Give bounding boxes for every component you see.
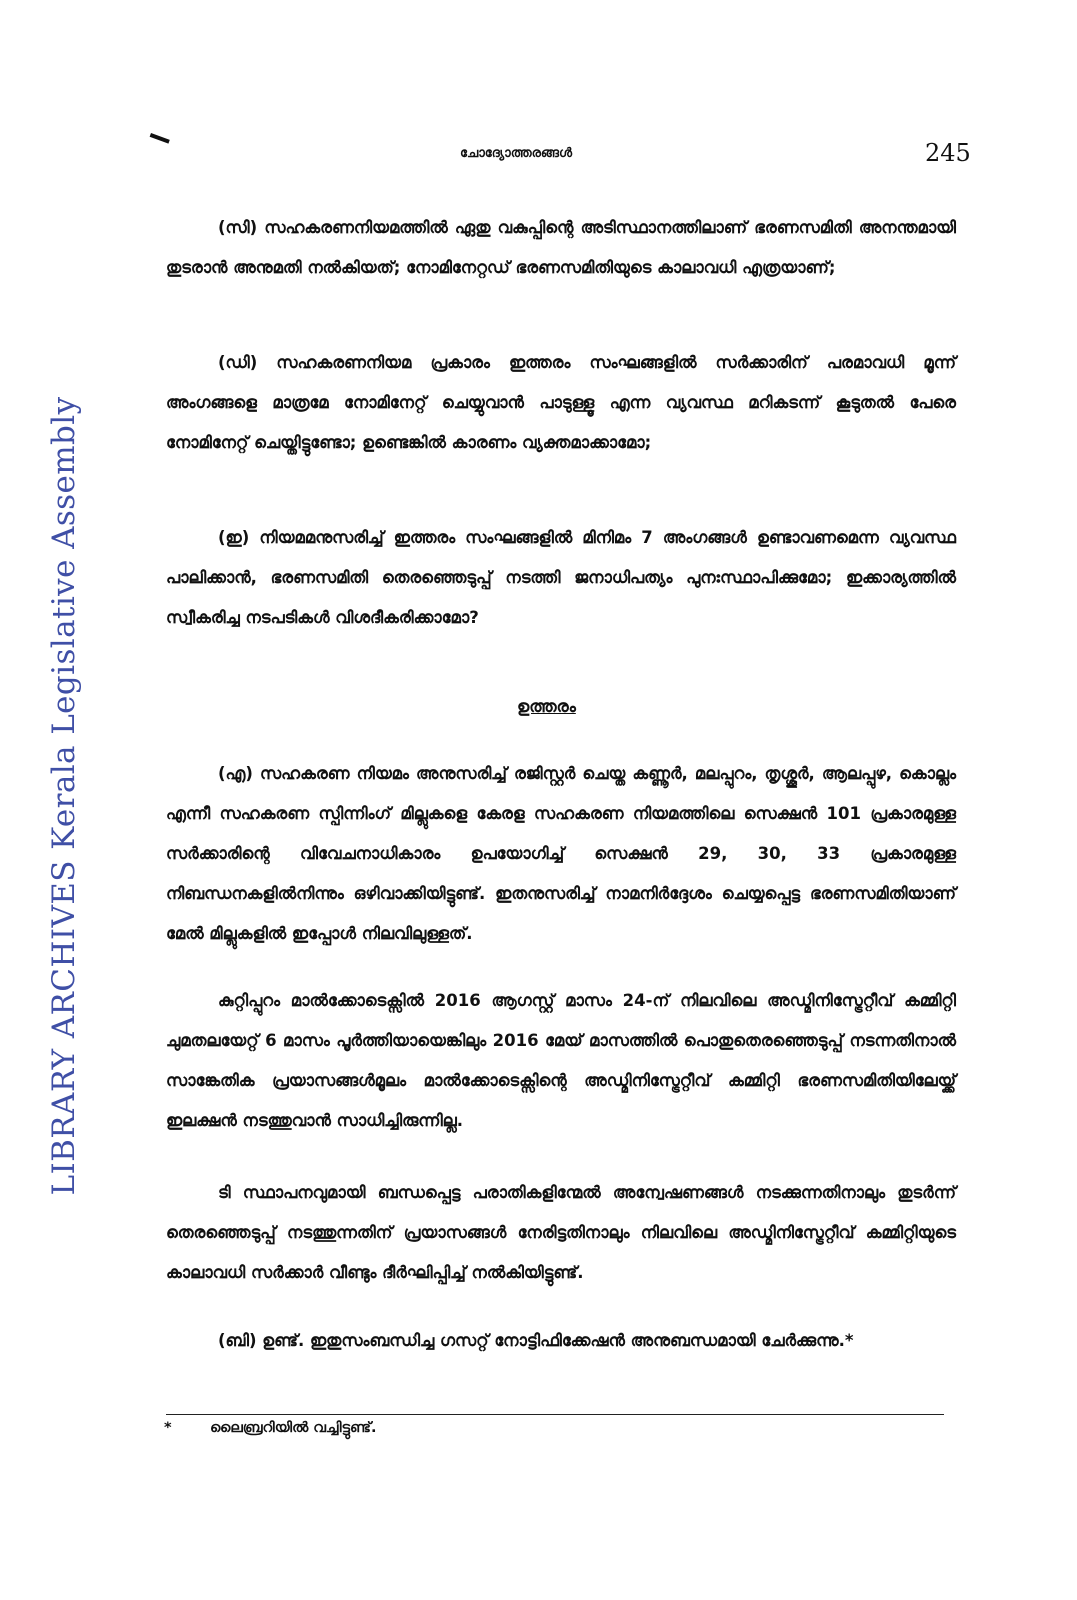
question-e: (ഇ) നിയമമനുസരിച്ച് ഇത്തരം സംഘങ്ങളിൽ മിനിമം 7 അംഗങ്ങൾ ഉണ്ടാവണമെന്ന വ്യവസ്ഥ പാലിക്കാൻ, ഭരണസമിതി തെരഞ്ഞെടുപ്പ് നടത്തി ജനാധിപത്യം പുനഃസ്ഥാപിക്കുമോ; ഇക്കാര്യത്തിൽ സ്വീകരിച്ച നടപടികൾ വിശദീകരിക്കാമോ? bbox=[166, 528, 956, 627]
answer-a: (എ) സഹകരണ നിയമം അനുസരിച്ച് രജിസ്റ്റർ ചെയ്ത കണ്ണൂർ, മലപ്പുറം, തൃശ്ശൂർ, ആലപ്പുഴ, കൊല്ലം എന്നീ സഹകരണ സ്പിന്നിംഗ് മില്ലുകളെ കേരള സഹകരണ നിയമത്തിലെ സെക്ഷൻ 101 പ്രകാരമുള്ള സർക്കാരിന്റെ വിവേചനാധികാരം ഉപയോഗിച്ച് സെക്ഷൻ 29, 30, 33 പ്രകാരമുള്ള നിബന്ധനകളിൽനിന്നും ഒഴിവാക്കിയിട്ടുണ്ട്. ഇതനുസരിച്ച് നാമനിർദ്ദേശം ചെയ്യപ്പെട്ട ഭരണസമിതിയാണ് മേൽ മില്ലുകളിൽ ഇപ്പോൾ നിലവിലുള്ളത്. bbox=[166, 764, 956, 943]
answer-extension-paragraph: ടി സ്ഥാപനവുമായി ബന്ധപ്പെട്ട പരാതികളിന്മേൽ അന്വേഷണങ്ങൾ നടക്കുന്നതിനാലും തുടർന്ന് തെരഞ്ഞെടുപ്പ് നടത്തുന്നതിന് പ്രയാസങ്ങൾ നേരിട്ടതിനാലും നിലവിലെ അഡ്മിനിസ്ട്രേറ്റീവ് കമ്മിറ്റിയുടെ കാലാവധി സർക്കാർ വീണ്ടും ദീർഘിപ്പിച്ച് നൽകിയിട്ടുണ്ട്. bbox=[166, 1183, 956, 1282]
footnote-divider bbox=[166, 1414, 944, 1415]
footnote-marker: * bbox=[164, 1420, 172, 1436]
page-number: 245 bbox=[925, 139, 971, 167]
question-d: (ഡി) സഹകരണനിയമ പ്രകാരം ഇത്തരം സംഘങ്ങളിൽ സർക്കാരിന് പരമാവധി മൂന്ന് അംഗങ്ങളെ മാത്രമേ നോമിനേറ്റ് ചെയ്യുവാൻ പാടുള്ളൂ എന്ന വ്യവസ്ഥ മറികടന്ന് കൂടുതൽ പേരെ നോമിനേറ്റ് ചെയ്തിട്ടുണ്ടോ; ഉണ്ടെങ്കിൽ കാരണം വ്യക്തമാക്കാമോ; bbox=[166, 353, 956, 452]
question-c: (സി) സഹകരണനിയമത്തിൽ ഏതു വകുപ്പിന്റെ അടിസ്ഥാനത്തിലാണ് ഭരണസമിതി അനന്തമായി തുടരാൻ അനുമതി നൽകിയത്; നോമിനേറ്റഡ് ഭരണസമിതിയുടെ കാലാവധി എത്രയാണ്; bbox=[166, 218, 956, 277]
answer-heading: ഉത്തരം bbox=[517, 697, 576, 717]
running-title: ചോദ്യോത്തരങ്ങൾ bbox=[460, 146, 573, 161]
answer-kuttippuram-paragraph: കുറ്റിപ്പുറം മാൽക്കോടെക്സിൽ 2016 ആഗസ്റ്റ് മാസം 24-ന് നിലവിലെ അഡ്മിനിസ്ട്രേറ്റീവ് കമ്മിറ്റി ചുമതലയേറ്റ് 6 മാസം പൂർത്തിയായെങ്കിലും 2016 മേയ് മാസത്തിൽ പൊതുതെരഞ്ഞെടുപ്പ് നടന്നതിനാൽ സാങ്കേതിക പ്രയാസങ്ങൾമൂലം മാൽക്കോടെക്സിന്റെ അഡ്മിനിസ്ട്രേറ്റീവ് കമ്മിറ്റി ഭരണസമിതിയിലേയ്ക്ക് ഇലക്ഷൻ നടത്തുവാൻ സാധിച്ചിരുന്നില്ല. bbox=[166, 991, 956, 1130]
footnote bbox=[164, 1420, 377, 1436]
footnote-text: ലൈബ്രറിയിൽ വച്ചിട്ടുണ്ട്. bbox=[210, 1420, 377, 1436]
scan-mark bbox=[146, 133, 170, 153]
answer-b: (ബി) ഉണ്ട്. ഇതുസംബന്ധിച്ച ഗസറ്റ് നോട്ടിഫിക്കേഷൻ അനുബന്ധമായി ചേർക്കുന്നു.* bbox=[218, 1331, 854, 1350]
archive-watermark: LIBRARY ARCHIVES Kerala Legislative Assembly bbox=[46, 396, 82, 1196]
